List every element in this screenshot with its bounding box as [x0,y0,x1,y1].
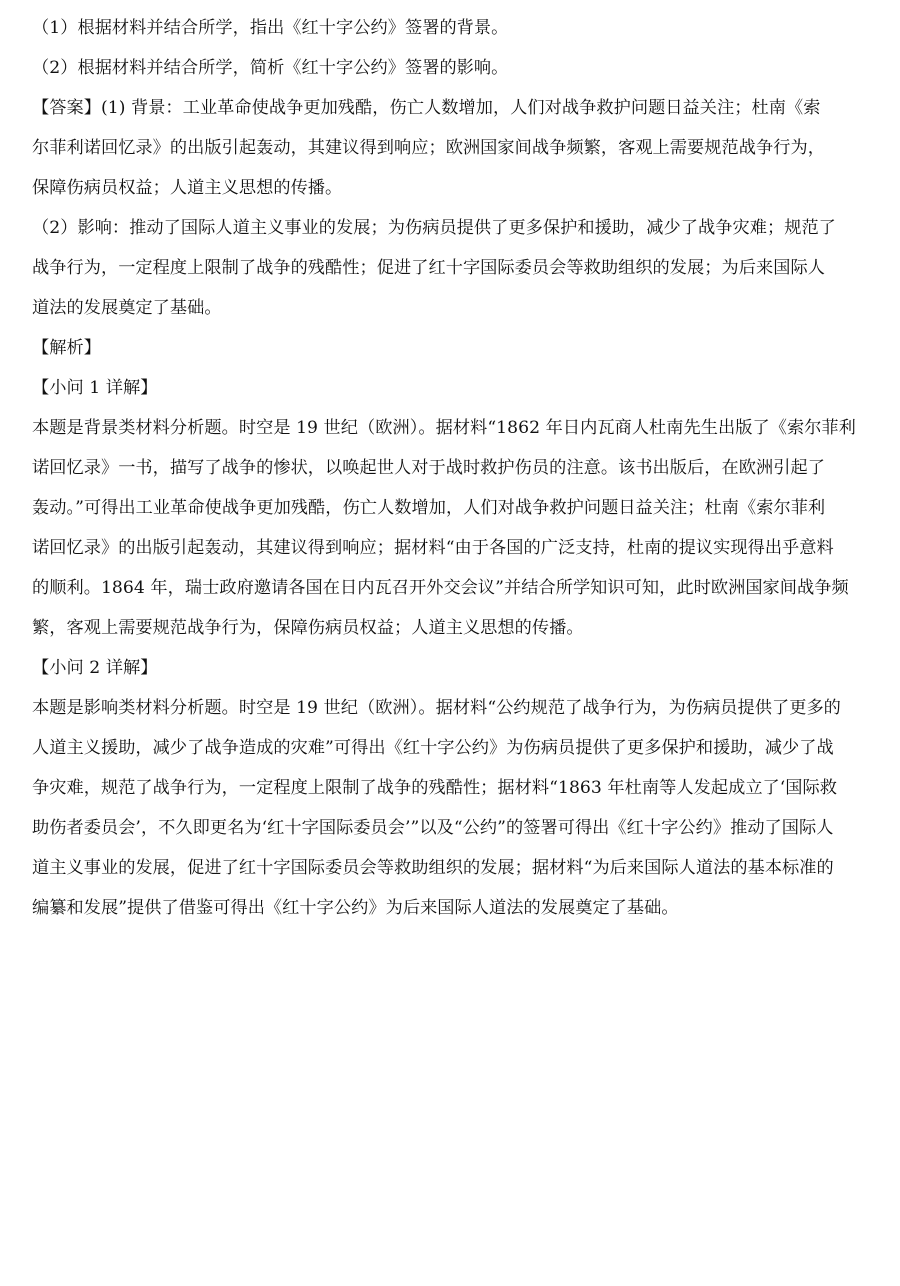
answer-line-6: 道法的发展奠定了基础。 [32,298,222,318]
sub1-line-1: 本题是背景类材料分析题。时空是 19 世纪（欧洲）。据材料“1862 年日内瓦商人杜南先生出版了《索尔菲利 [32,418,856,438]
sub1-line-6: 繁，客观上需要规范战争行为，保障伤病员权益；人道主义思想的传播。 [32,618,584,638]
document-page [32,8,868,928]
sub2-line-4: 助伤者委员会’，不久即更名为‘红十字国际委员会’”以及“公约”的签署可得出《红十字公约》推动了国际人 [32,818,834,838]
answer-line-4: （2）影响：推动了国际人道主义事业的发展；为伤病员提供了更多保护和援助，减少了战争灾难；规范了 [32,218,836,238]
sub2-line-1: 本题是影响类材料分析题。时空是 19 世纪（欧洲）。据材料“公约规范了战争行为，为伤病员提供了更多的 [32,698,841,718]
question-1: （1）根据材料并结合所学，指出《红十字公约》签署的背景。 [32,18,509,38]
sub1-line-3: 轰动。”可得出工业革命使战争更加残酷，伤亡人数增加，人们对战争救护问题日益关注；杜南《索尔菲利 [32,498,826,518]
sub2-line-6: 编纂和发展”提供了借鉴可得出《红十字公约》为后来国际人道法的发展奠定了基础。 [32,898,679,918]
sub1-line-5: 的顺利。1864 年，瑞士政府邀请各国在日内瓦召开外交会议”并结合所学知识可知，此时欧洲国家间战争频 [32,578,849,598]
answer-line-1: 【答案】(1) 背景：工业革命使战争更加残酷，伤亡人数增加，人们对战争救护问题日益关注；杜南《索 [32,98,821,118]
answer-line-5: 战争行为，一定程度上限制了战争的残酷性；促进了红十字国际委员会等救助组织的发展；为后来国际人 [32,258,825,278]
analysis-heading: 【解析】 [32,338,101,358]
question-2: （2）根据材料并结合所学，简析《红十字公约》签署的影响。 [32,58,509,78]
sub2-line-5: 道主义事业的发展，促进了红十字国际委员会等救助组织的发展；据材料“为后来国际人道法的基本标准的 [32,858,834,878]
answer-line-3: 保障伤病员权益；人道主义思想的传播。 [32,178,343,198]
sub2-heading: 【小问 2 详解】 [32,658,158,678]
sub1-line-2: 诺回忆录》一书，描写了战争的惨状，以唤起世人对于战时救护伤员的注意。该书出版后，在欧洲引起了 [32,458,825,478]
sub1-line-4: 诺回忆录》的出版引起轰动，其建议得到响应；据材料“由于各国的广泛支持，杜南的提议实现得出乎意料 [32,538,834,558]
sub2-line-3: 争灾难，规范了战争行为，一定程度上限制了战争的残酷性；据材料“1863 年杜南等人发起成立了‘国际救 [32,778,838,798]
sub1-heading: 【小问 1 详解】 [32,378,158,398]
answer-line-2: 尔菲利诺回忆录》的出版引起轰动，其建议得到响应；欧洲国家间战争频繁，客观上需要规范战争行为， [32,138,825,158]
sub2-line-2: 人道主义援助，减少了战争造成的灾难”可得出《红十字公约》为伤病员提供了更多保护和援助，减少了战 [32,738,834,758]
